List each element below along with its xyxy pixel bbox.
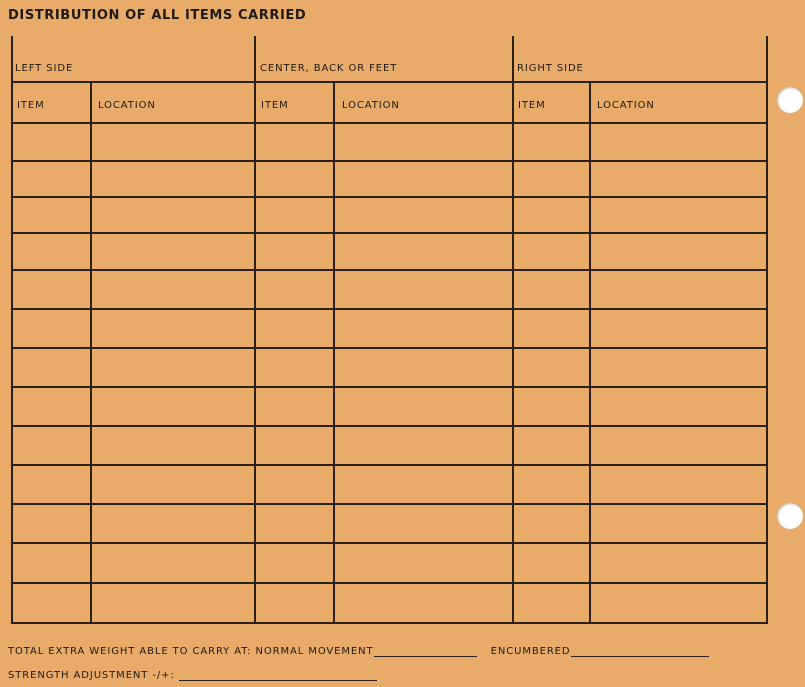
row-rule: [11, 196, 768, 198]
row-rule: [11, 542, 768, 544]
row-rule: [11, 464, 768, 466]
column-label-location: LOCATION: [342, 100, 400, 111]
weight-line: [8, 645, 709, 657]
row-rule: [11, 308, 768, 310]
binder-hole: [777, 87, 803, 113]
column-label-item: ITEM: [261, 100, 289, 111]
row-rule: [11, 503, 768, 505]
section-label-left: LEFT SIDE: [15, 63, 74, 74]
section-label-center: CENTER, BACK OR FEET: [260, 63, 398, 74]
row-rule: [11, 160, 768, 162]
distribution-table: [11, 36, 767, 624]
section-divider: [254, 36, 256, 624]
column-header-rule: [11, 122, 768, 124]
row-rule: [11, 386, 768, 388]
row-rule: [11, 347, 768, 349]
column-label-location: LOCATION: [98, 100, 156, 111]
table-border-left: [11, 36, 13, 624]
encumbered-label: ENCUMBERED: [490, 646, 571, 657]
row-rule: [11, 582, 768, 584]
table-border-right: [766, 36, 768, 624]
title: DISTRIBUTION OF ALL ITEMS CARRIED: [8, 8, 307, 23]
section-divider: [512, 36, 514, 624]
strength-label: STRENGTH ADJUSTMENT -/+:: [8, 670, 175, 681]
table-border-bottom: [11, 622, 768, 624]
row-rule: [11, 232, 768, 234]
row-rule: [11, 425, 768, 427]
column-label-item: ITEM: [17, 100, 45, 111]
encumbered-blank[interactable]: [571, 645, 709, 657]
column-label-location: LOCATION: [597, 100, 655, 111]
weight-label: TOTAL EXTRA WEIGHT ABLE TO CARRY AT: NORMAL MOVEMENT: [8, 646, 374, 657]
row-rule: [11, 269, 768, 271]
strength-line: [8, 669, 377, 681]
section-label-right: RIGHT SIDE: [517, 63, 584, 74]
binder-hole: [777, 503, 803, 529]
section-header-rule: [11, 81, 768, 83]
normal-movement-blank[interactable]: [374, 645, 477, 657]
column-label-item: ITEM: [518, 100, 546, 111]
strength-blank[interactable]: [179, 669, 377, 681]
